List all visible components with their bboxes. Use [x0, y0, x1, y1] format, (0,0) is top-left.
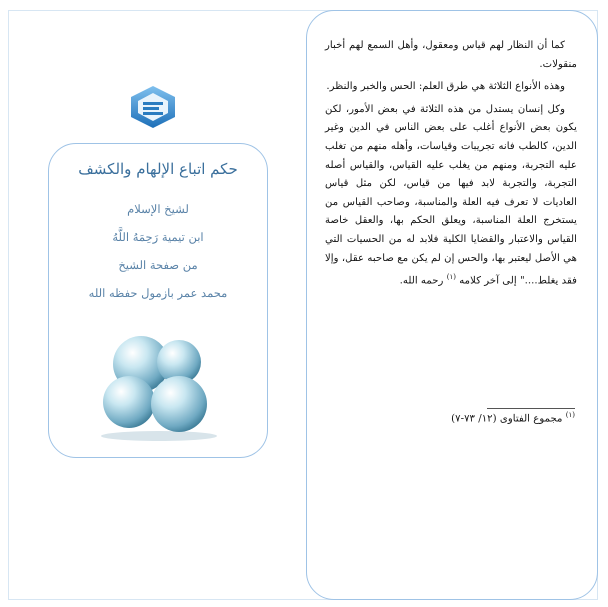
paragraph-1: كما أن النظار لهم قياس ومعقول، وأهل السمع لهم أخبار منقولات.: [325, 40, 577, 70]
article-text: [325, 37, 577, 295]
source-line-1: من صفحة الشيخ: [118, 258, 198, 272]
paragraph-3: [325, 101, 577, 291]
title-card: [48, 143, 268, 458]
source-line-2: محمد عمر بازمول حفظه الله: [88, 286, 228, 300]
footnote-marker: (١): [446, 273, 456, 282]
author-line-1: لشيخ الإسلام: [127, 202, 189, 216]
closing-text: رحمه الله.: [399, 275, 444, 287]
footnote: [451, 411, 575, 424]
author-line-2: ابن تيمية رَحِمَهُ اللَّهُ: [112, 230, 204, 244]
footnote-divider: [487, 408, 575, 409]
paragraph-3-text: وكل إنسان يستدل من هذه الثلاثة في بعض الأمور، لكن يكون بعض الأنواع أغلب على بعض الناس في الدين وغير الدين، كالطب فانه تجريبات وقياسات، وأهله منهم من تغلب عليه التجربة، ومنهم من يغلب عليه القياس، والقياس أصله التجربة، والتجربة لابد فيها من قياس، لكن مثل قياس العاديات لا تعرف فيه العلة والمناسبة، وصاحب القياس من يستخرج العلة المناسبة، ويعلق الحكم بها، والعقل خاصة القياس والاعتبار والقضايا الكلية فلابد له من الحسيات التي هي الأصل ليعتبر بها، والحس إن لم يكن مع صاحبه عقل، وإلا فقد يغلط...." إلى آخر كلامه: [325, 103, 577, 287]
paragraph-2: وهذه الأنواع الثلاثة هي طرق العلم: الحس والخبر والنظر.: [326, 81, 565, 93]
text-panel: [306, 10, 598, 600]
book-title: حكم اتباع الإلهام والكشف: [78, 160, 238, 178]
pearls-image: [97, 332, 227, 442]
footnote-ref: (١): [565, 411, 575, 419]
logo-icon: [128, 84, 178, 130]
footnote-text: مجموع الفتاوى (١٢/ ٧٣-٧): [451, 413, 563, 425]
